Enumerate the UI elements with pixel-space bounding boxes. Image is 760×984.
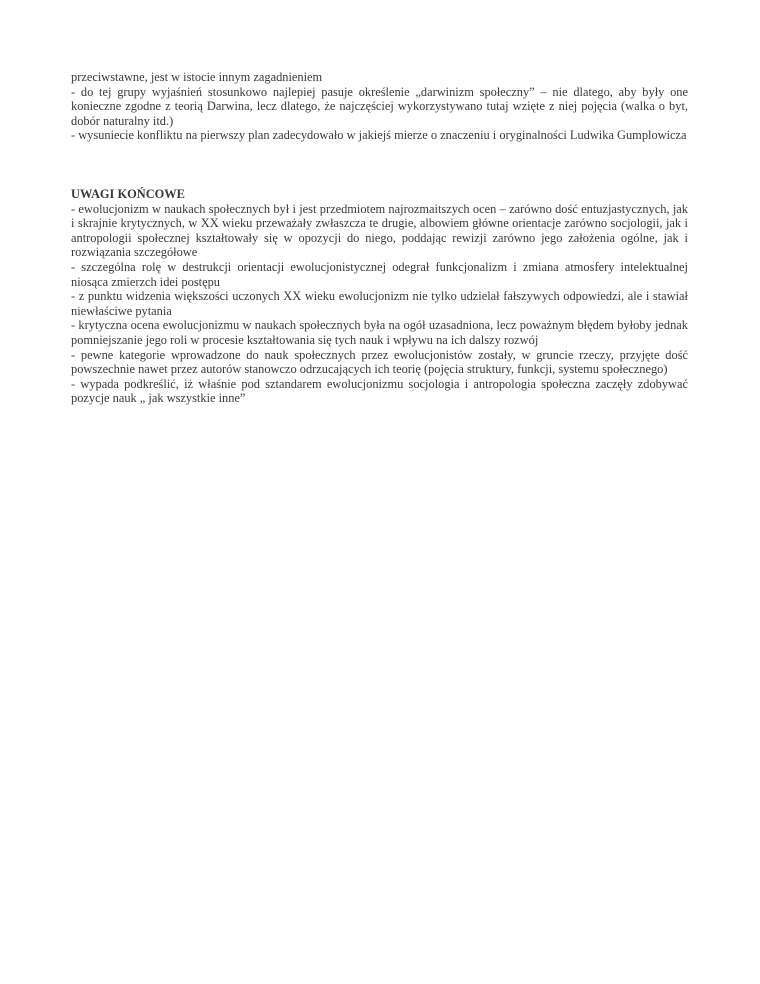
section-heading: UWAGI KOŃCOWE xyxy=(71,186,185,201)
paragraph: - wysuniecie konfliktu na pierwszy plan zadecydowało w jakiejś mierze o znaczeniu i oryginalności Ludwika Gumplowicza xyxy=(71,128,687,143)
paragraph: - ewolucjonizm w naukach społecznych był i jest przedmiotem najrozmaitszych ocen – zarówno dość entuzjastycznych, jak i skrajnie krytycznych, w XX wieku przeważały zwłaszcza te drugie, albowiem główne orientacje zarówno socjologii, jak i antropologii społecznej kształtowały się w opozycji do niego, poddając rewizji zarówno jego założenia ogólne, jak i rozwiązania szczegółowe xyxy=(71,201,688,260)
paragraph: przeciwstawne, jest w istocie innym zagadnieniem xyxy=(71,70,323,84)
top-section xyxy=(71,70,688,143)
document-page xyxy=(71,70,688,406)
paragraph: - z punktu widzenia większości uczonych XX wieku ewolucjonizm nie tylko udzielał fałszywych odpowiedzi, ale i stawiał niewłaściwe pytania xyxy=(71,289,688,318)
paragraph: - pewne kategorie wprowadzone do nauk społecznych przez ewolucjonistów zostały, w gruncie rzeczy, przyjęte dość powszechnie nawet przez autorów stanowczo odrzucających ich teorię (pojęcia struktury, funkcji, systemu społecznego) xyxy=(71,347,688,377)
paragraph: - wypada podkreślić, iż właśnie pod sztandarem ewolucjonizmu socjologia i antropologia społeczna zaczęły zdobywać pozycje nauk „ jak wszystkie inne” xyxy=(71,376,688,406)
final-remarks-section xyxy=(71,187,688,406)
paragraph: - szczególna rolę w destrukcji orientacji ewolucjonistycznej odegrał funkcjonalizm i zmiana atmosfery intelektualnej niosąca zmierzch idei postępu xyxy=(71,259,688,289)
paragraph: - krytyczna ocena ewolucjonizmu w naukach społecznych była na ogół uzasadniona, lecz poważnym błędem byłoby jednak pomniejszanie jego roli w procesie kształtowania się tych nauk i wpływu na ich dalszy rozwój xyxy=(71,318,688,347)
paragraph: - do tej grupy wyjaśnień stosunkowo najlepiej pasuje określenie „darwinizm społeczny” – nie dlatego, aby były one konieczne zgodne z teorią Darwina, lecz dlatego, że najczęściej wykorzystywano tutaj wzięte z niej pojęcia (walka o byt, dobór naturalny itd.) xyxy=(71,84,688,128)
section-spacer xyxy=(71,143,688,187)
